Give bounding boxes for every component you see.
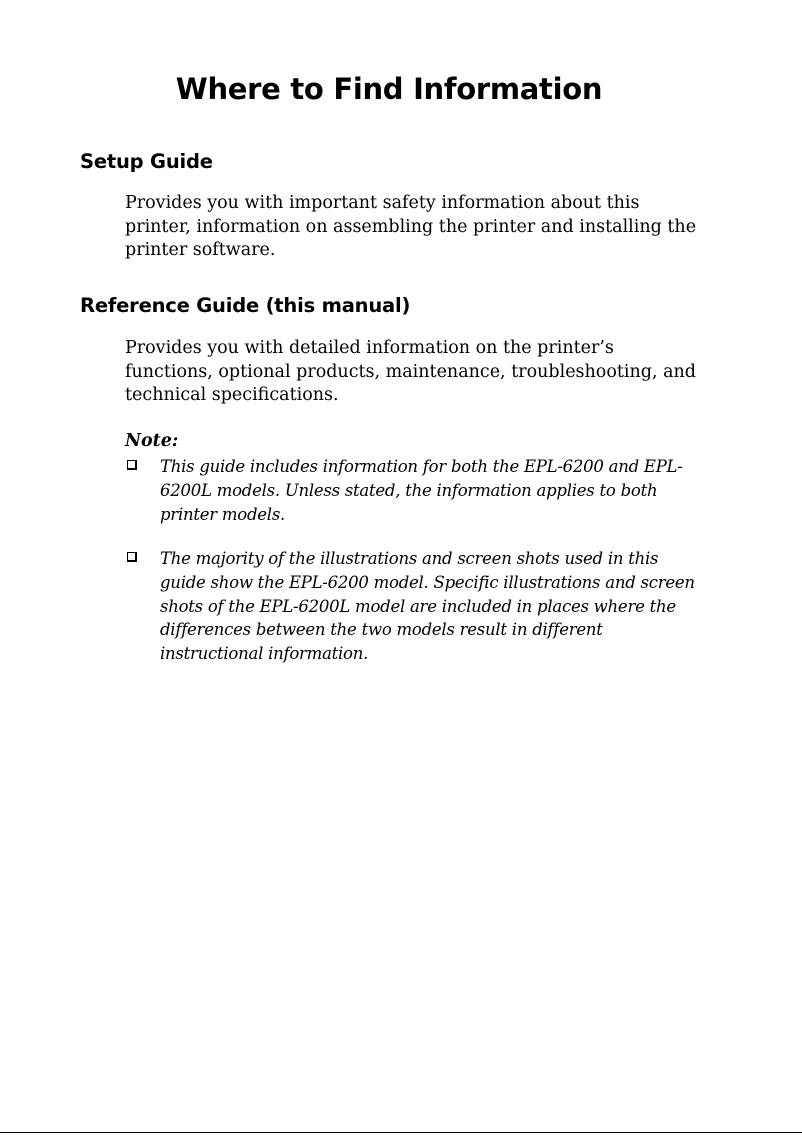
section-body-reference-guide: Provides you with detailed information on the printer’s functions, optional products, maintenance, troubleshooting, and technical specifications. — [125, 338, 697, 405]
section-body-setup-guide: Provides you with important safety information about this printer, information on assembling the printer and installing the printer software. — [125, 193, 697, 260]
checkbox-bullet-icon — [127, 552, 137, 562]
bottom-divider — [0, 1132, 802, 1133]
note-label: Note: — [125, 431, 179, 451]
note-item-text: This guide includes information for both the EPL-6200 and EPL-6200L models. Unless stated, the information applies to both printer models. — [160, 457, 683, 524]
note-item-text: The majority of the illustrations and screen shots used in this guide show the EPL-6200 model. Specific illustrations and screen shots of the EPL-6200L model are included in places where the differences between the two models result in different instructional information. — [160, 549, 695, 664]
section-heading-setup-guide: Setup Guide — [80, 150, 213, 173]
page-title: Where to Find Information — [175, 72, 603, 106]
checkbox-bullet-icon — [127, 460, 137, 470]
section-heading-reference-guide: Reference Guide (this manual) — [80, 294, 411, 317]
